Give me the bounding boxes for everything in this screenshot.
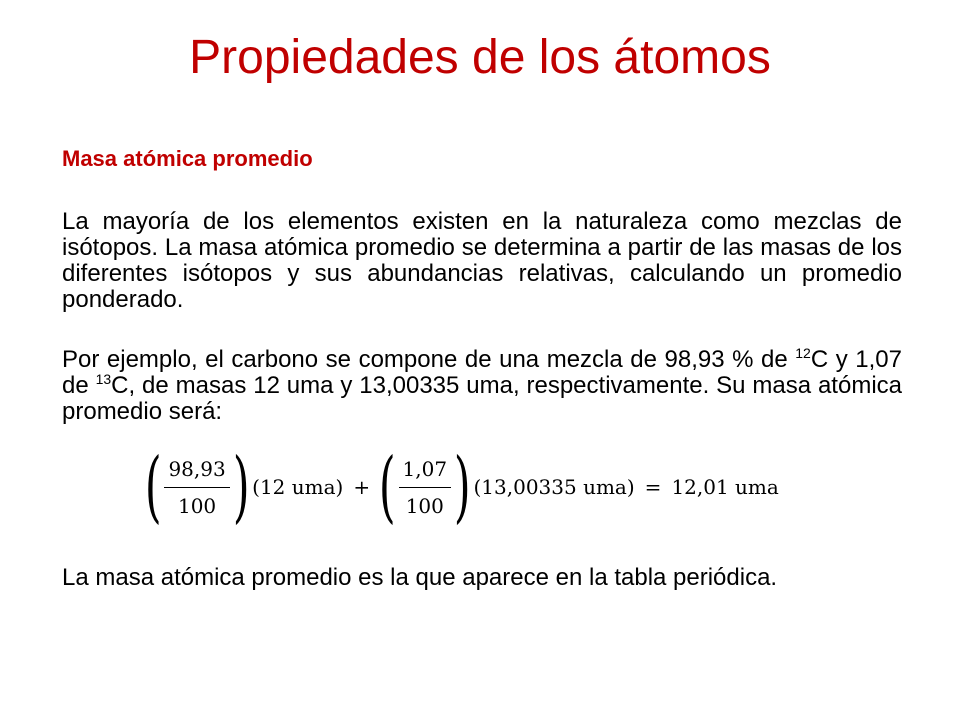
fraction-c13 xyxy=(399,457,452,518)
isotope-mass-number-12: 12 xyxy=(795,345,811,361)
left-paren: ( xyxy=(378,442,396,532)
fraction-c12 xyxy=(164,457,229,518)
intro-paragraph: La mayoría de los elementos existen en la naturaleza como mezclas de isótopos. La masa atómica promedio se determina a partir de las masas de los diferentes isótopos y sus abundancias relativas, calculando un promedio ponderado. xyxy=(62,208,902,313)
equation-result: 12,01 uma xyxy=(671,475,779,499)
left-paren: ( xyxy=(144,442,162,532)
fraction-c13-denominator: 100 xyxy=(405,493,444,518)
right-paren: ) xyxy=(453,442,471,532)
section-heading: Masa atómica promedio xyxy=(62,146,313,171)
isotope-mass-number-13: 13 xyxy=(95,371,112,387)
right-paren: ) xyxy=(232,442,250,532)
example-paragraph xyxy=(62,347,902,425)
example-text-2: C y 1,07 de xyxy=(62,346,902,399)
slide-title: Propiedades de los átomos xyxy=(189,31,771,84)
example-text-3: C, de masas 12 uma y 13,00335 uma, respectivamente. Su masa atómica promedio será: xyxy=(62,372,902,425)
fraction-c12-denominator: 100 xyxy=(177,493,217,518)
mass-c13: (13,00335 uma) xyxy=(473,475,635,499)
fraction-c12-numerator: 98,93 xyxy=(164,457,229,488)
example-text-1: Por ejemplo, el carbono se compone de una mezcla de 98,93 % de xyxy=(62,346,796,373)
conclusion-paragraph: La masa atómica promedio es la que aparece en la tabla periódica. xyxy=(62,564,778,591)
fraction-c13-numerator: 1,07 xyxy=(399,457,452,488)
weighted-average-equation xyxy=(144,442,781,532)
plus-sign: + xyxy=(353,475,371,499)
equals-sign: = xyxy=(644,475,662,499)
mass-c12: (12 uma) xyxy=(252,475,344,499)
